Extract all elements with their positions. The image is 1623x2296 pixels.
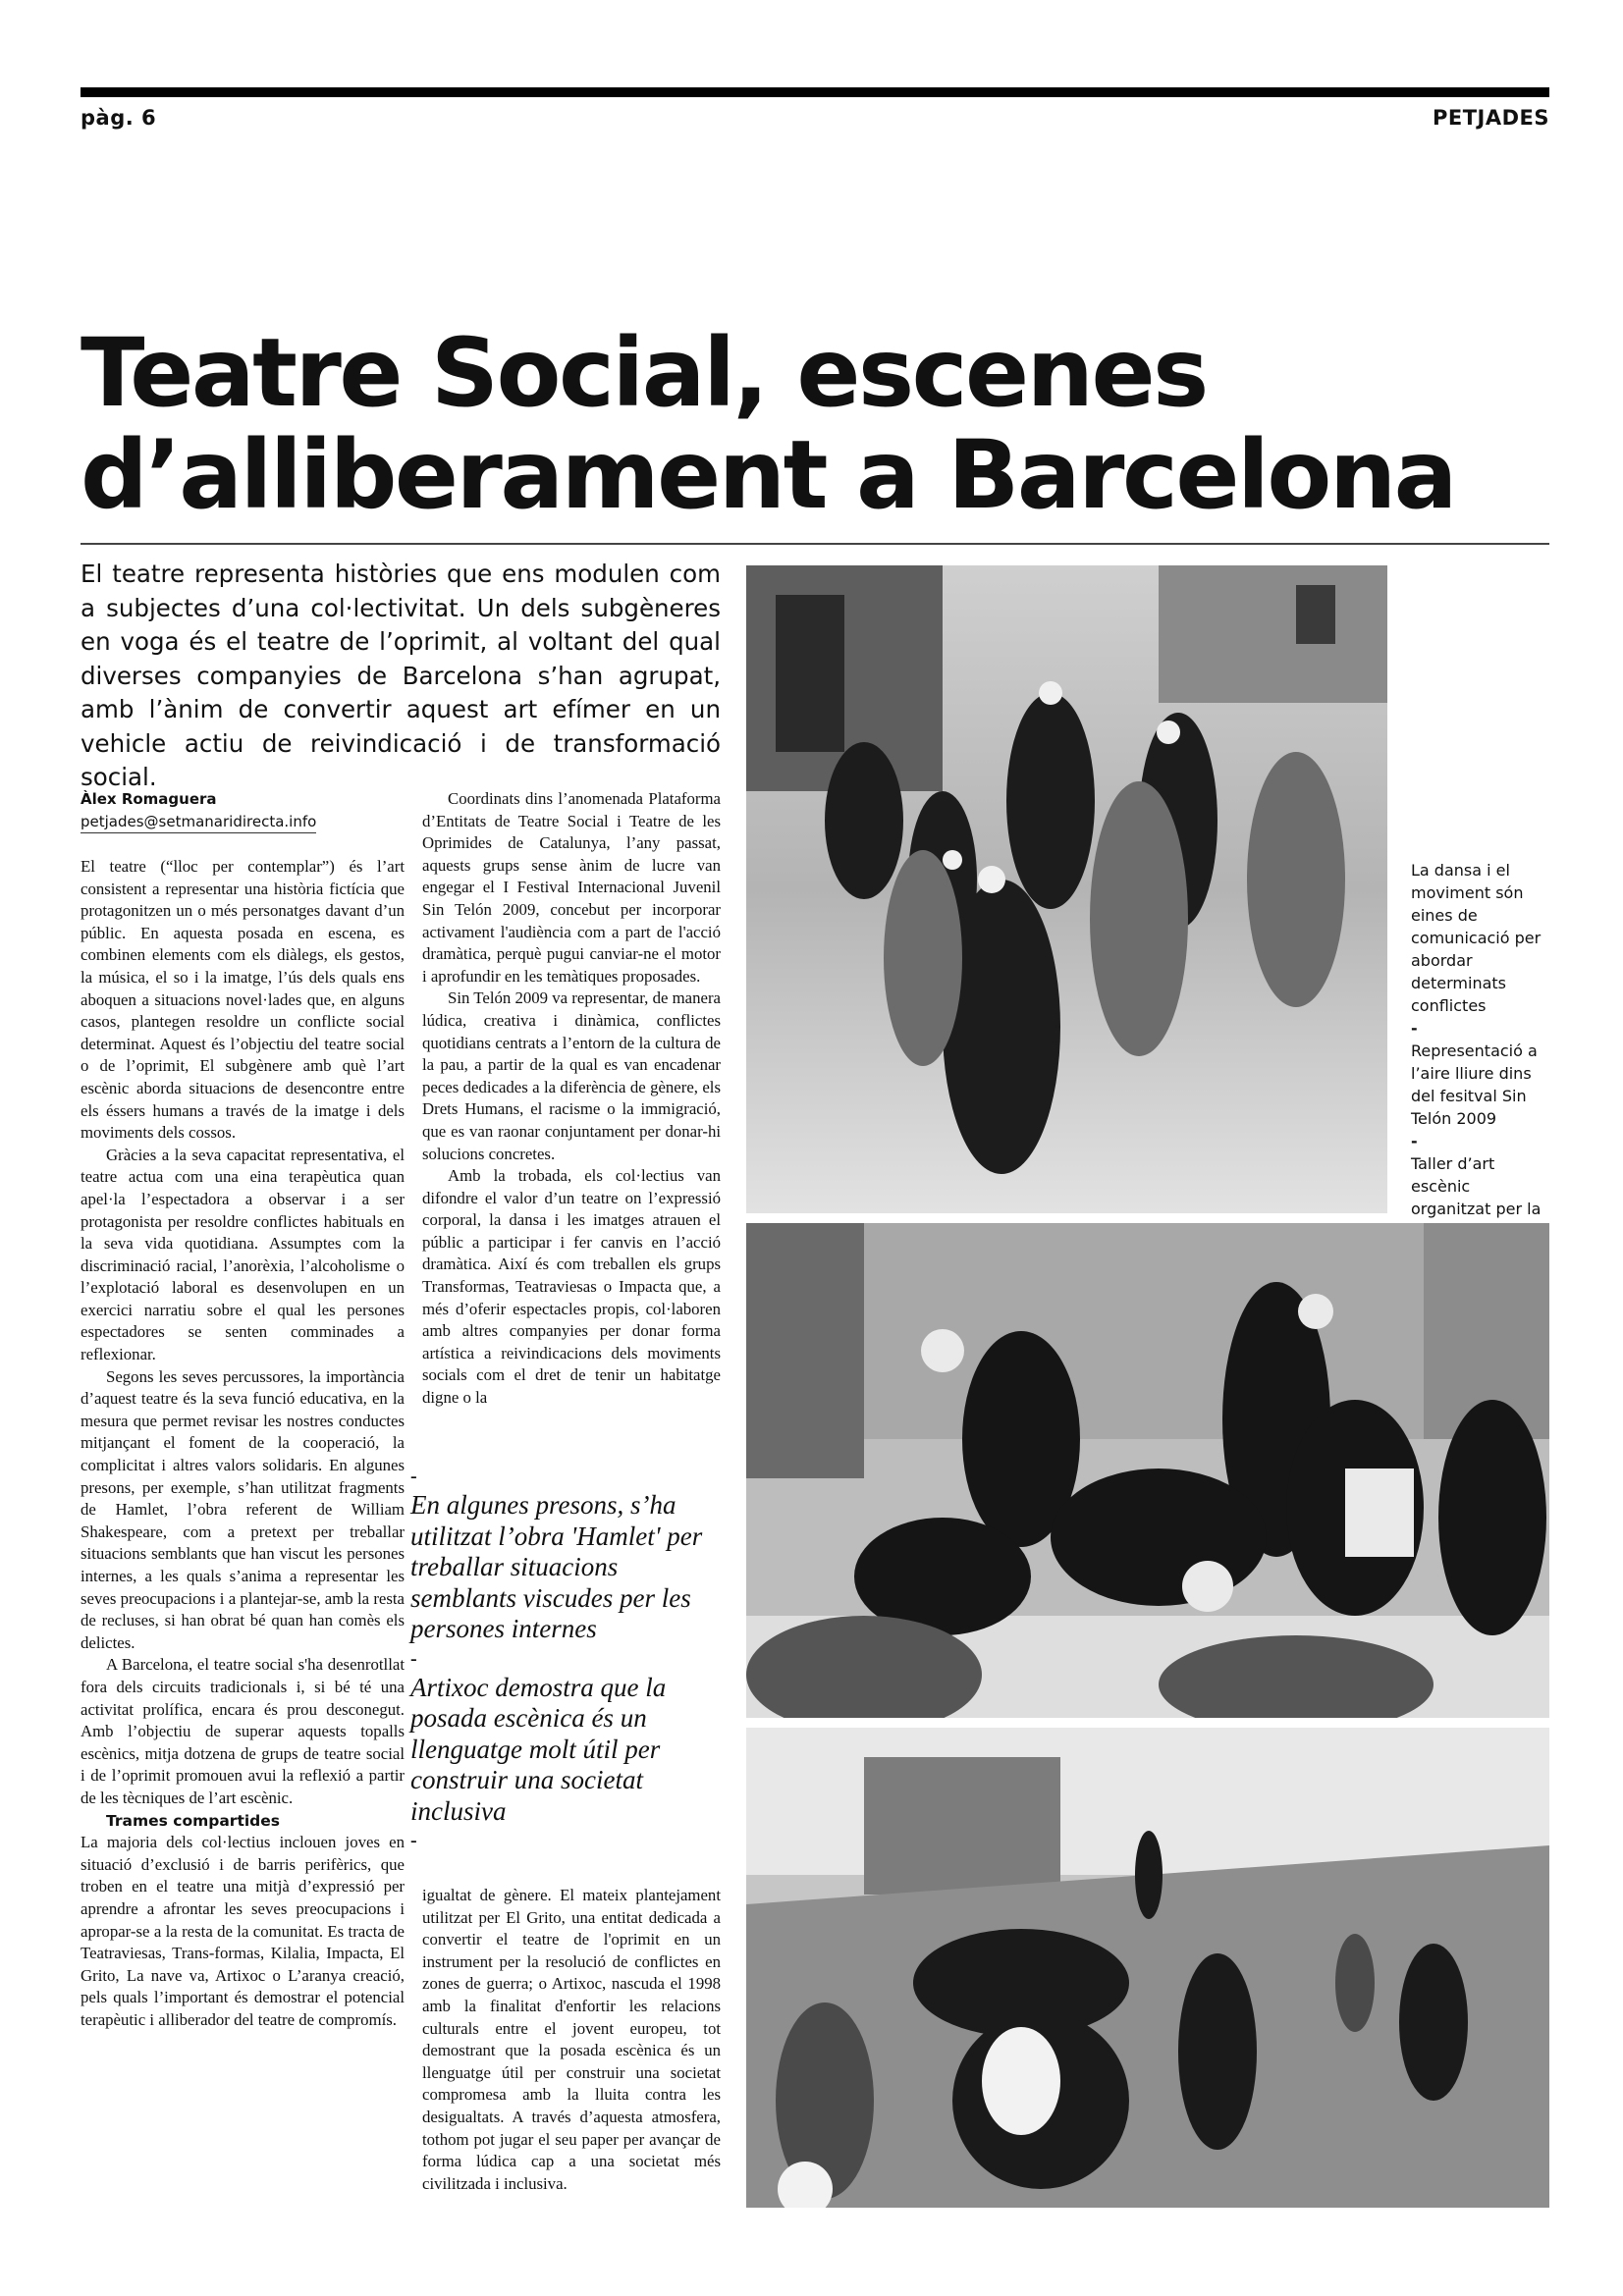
body-paragraph: Segons les seves percussores, la importància d’aquest teatre és la seva funció educativa, en la mesura que permet revisar les nostres conductes mitjançant el foment de la cooperació, la complicitat i altres valors solidaris. En algunes presons, per exemple, s’han utilitzat fragments de Hamlet, l’obra referent de William Shakespeare, com a pretext per treballar situacions semblants que han viscut les persones internes, a les quals s’anima a representar les seves preocupacions i a plantejar-se, amb la resta de recluses, si han obrat bé quan han comès els delictes. xyxy=(81,1366,405,1652)
headline xyxy=(81,318,1549,530)
body-column-2-top xyxy=(422,788,721,1410)
photo-workshop xyxy=(746,1728,1549,2208)
body-paragraph: La majoria dels col·lectius inclouen joves en situació d’exclusió i de barris perifèrics, que troben en el teatre una mitjà d’expressió per aprendre a afrontar les seves preocupacions i apropar-se a la resta de la comunitat. Es tracta de Teatraviesas, Trans-formas, Kilalia, Impacta, El Grito, La nave va, Artixoc o L’aranya creació, pels quals l’important és demostrar el potencial terapèutic i alliberador del teatre de compromís. xyxy=(81,1833,405,2029)
body-column-2-bottom xyxy=(422,1885,721,2195)
caption-dash: - xyxy=(1411,1019,1418,1038)
body-paragraph: Gràcies a la seva capacitat representativa, el teatre actua com una eina terapèutica quan apel·la l’espectadora a observar i a ser protagonista per resoldre conflictes habituals en la seva vida quotidiana. Assumptes com la discriminació racial, l’anorèxia, l’alcoholisme o l’explotació laboral es desenvolupen en un exercici narratiu sobre el qual les persones espectadores se senten comminades a reflexionar. xyxy=(81,1145,405,1364)
pull-dash: - xyxy=(410,1830,417,1851)
body-paragraph: Sin Telón 2009 va representar, de manera lúdica, creativa i dinàmica, conflictes quotidians centrats a l’entorn de la cultura de la pau, a partir de la qual es van encadenar peces dedicades a la diferència de gènere, els Drets Humans, el racisme o la immigració, que es van raonar conjuntament per donar-hi solucions concretes. xyxy=(422,988,721,1163)
page-number: pàg. 6 xyxy=(81,106,157,130)
body-paragraph: Coordinats dins l’anomenada Plataforma d’Entitats de Teatre Social i Teatre de les Oprimides de Catalunya, l’any passat, aquests grups sense ànim de lucre van engegar el I Festival Internacional Juvenil Sin Telón 2009, concebut per incorporar activament l'audiència com a part de l'acció dramàtica, perquè pugui canviar-ne el motor i aprofundir en les temàtiques proposades. xyxy=(422,789,721,986)
pull-dash: - xyxy=(410,1466,417,1487)
caption-3: Taller d’art escènic organitzat per la xyxy=(1411,1154,1542,1218)
photo-performance xyxy=(746,1223,1549,1718)
section-name: PETJADES xyxy=(1432,106,1549,130)
photo-dance xyxy=(746,565,1387,1213)
body-paragraph: Amb la trobada, els col·lectius van difondre el valor d’un teatre on l’expressió corporal, la dansa i les imatges atrauen el públic a participar i fer canvis en l’acció dramàtica. Així és com treballen els grups Transformas, Teatraviesas o Impacta que, a més d’oferir espectacles propis, col·laboren amb altres companyies per donar forma artística a reivindicacions dels moviments socials com el dret de tenir un habitatge digne o la xyxy=(422,1166,721,1408)
pull-quote-1: En algunes presons, s’ha utilitzat l’obra 'Hamlet' per treballar situacions semblants viscudes per les persones internes xyxy=(410,1490,703,1643)
headline-line-2: d’alliberament a Barcelona xyxy=(81,420,1455,530)
byline-author: Àlex Romaguera xyxy=(81,790,217,808)
pull-dash: - xyxy=(410,1647,417,1670)
caption-dash: - xyxy=(1411,1132,1418,1150)
headline-rule xyxy=(81,543,1549,545)
body-paragraph: A Barcelona, el teatre social s'ha desenrotllat fora dels circuits tradicionals i, si bé té una activitat prolífica, encara és prou desconegut. Amb l’objectiu de superar aquests topalls escènics, mitja dotzena de grups de teatre social i de l’oprimit promouen avui la reflexió a partir de les tècniques de l’art escènic. xyxy=(81,1655,405,1807)
headline-line-1: Teatre Social, escenes xyxy=(81,318,1207,428)
byline-email[interactable]: petjades@setmanaridirecta.info xyxy=(81,813,316,833)
subhead: Trames compartides xyxy=(106,1811,281,1830)
body-paragraph: igualtat de gènere. El mateix plantejament utilitzat per El Grito, una entitat dedicada a convertir el teatre de l'oprimit en un instrument per la resolució de conflictes en zones de guerra; o Artixoc, nascuda el 1998 amb la finalitat d'enfortir les relacions culturals entre el jovent europeu, tot demostrant que la posada escènica és un llenguatge útil per construir una societat compromesa amb la lluita contra les desigualtats. A través d’aquesta atmosfera, tothom pot jugar el seu paper per avançar de forma lúdica cap a una societat més civilitzada i inclusiva. xyxy=(422,1886,721,2193)
body-column-1 xyxy=(81,856,405,2031)
pull-quote-2: Artixoc demostra que la posada escènica és un llenguatge molt útil per construir una societat inclusiva xyxy=(410,1672,667,1826)
lead-paragraph: El teatre representa històries que ens modulen com a subjectes d’una col·lectivitat. Un dels subgèneres en voga és el teatre de l’oprimit, al voltant del qual diverses companyies de Barcelona s’han agrupat, amb l’ànim de convertir aquest art efímer en un vehicle actiu de reivindicació i de transformació social. xyxy=(81,560,721,791)
caption-1: La dansa i el moviment són eines de comunicació per abordar determinats conflictes xyxy=(1411,861,1542,1015)
caption-2: Representació a l’aire lliure dins del fesitval Sin Telón 2009 xyxy=(1411,1041,1538,1128)
header-rule xyxy=(81,87,1549,97)
pull-quotes xyxy=(410,1463,723,1854)
photo-caption xyxy=(1411,859,1550,1265)
body-paragraph: El teatre (“lloc per contemplar”) és l’art consistent a representar una història fictícia que protagonitzen un o més personatges davant d’un públic. En aquesta posada en escena, es combinen elements com els diàlegs, els gestos, la música, el so i la imatge, l’ús dels quals ens aboquen a situacions novel·lades que, en alguns casos, plantegen resoldre un conflicte social determinat. Aquest és l’objectiu del teatre social o de l’oprimit, El subgènere amb què l’art escènic aborda situacions de desencontre entre els éssers humans a través de la imatge i dels moviments dels cossos. xyxy=(81,857,405,1143)
